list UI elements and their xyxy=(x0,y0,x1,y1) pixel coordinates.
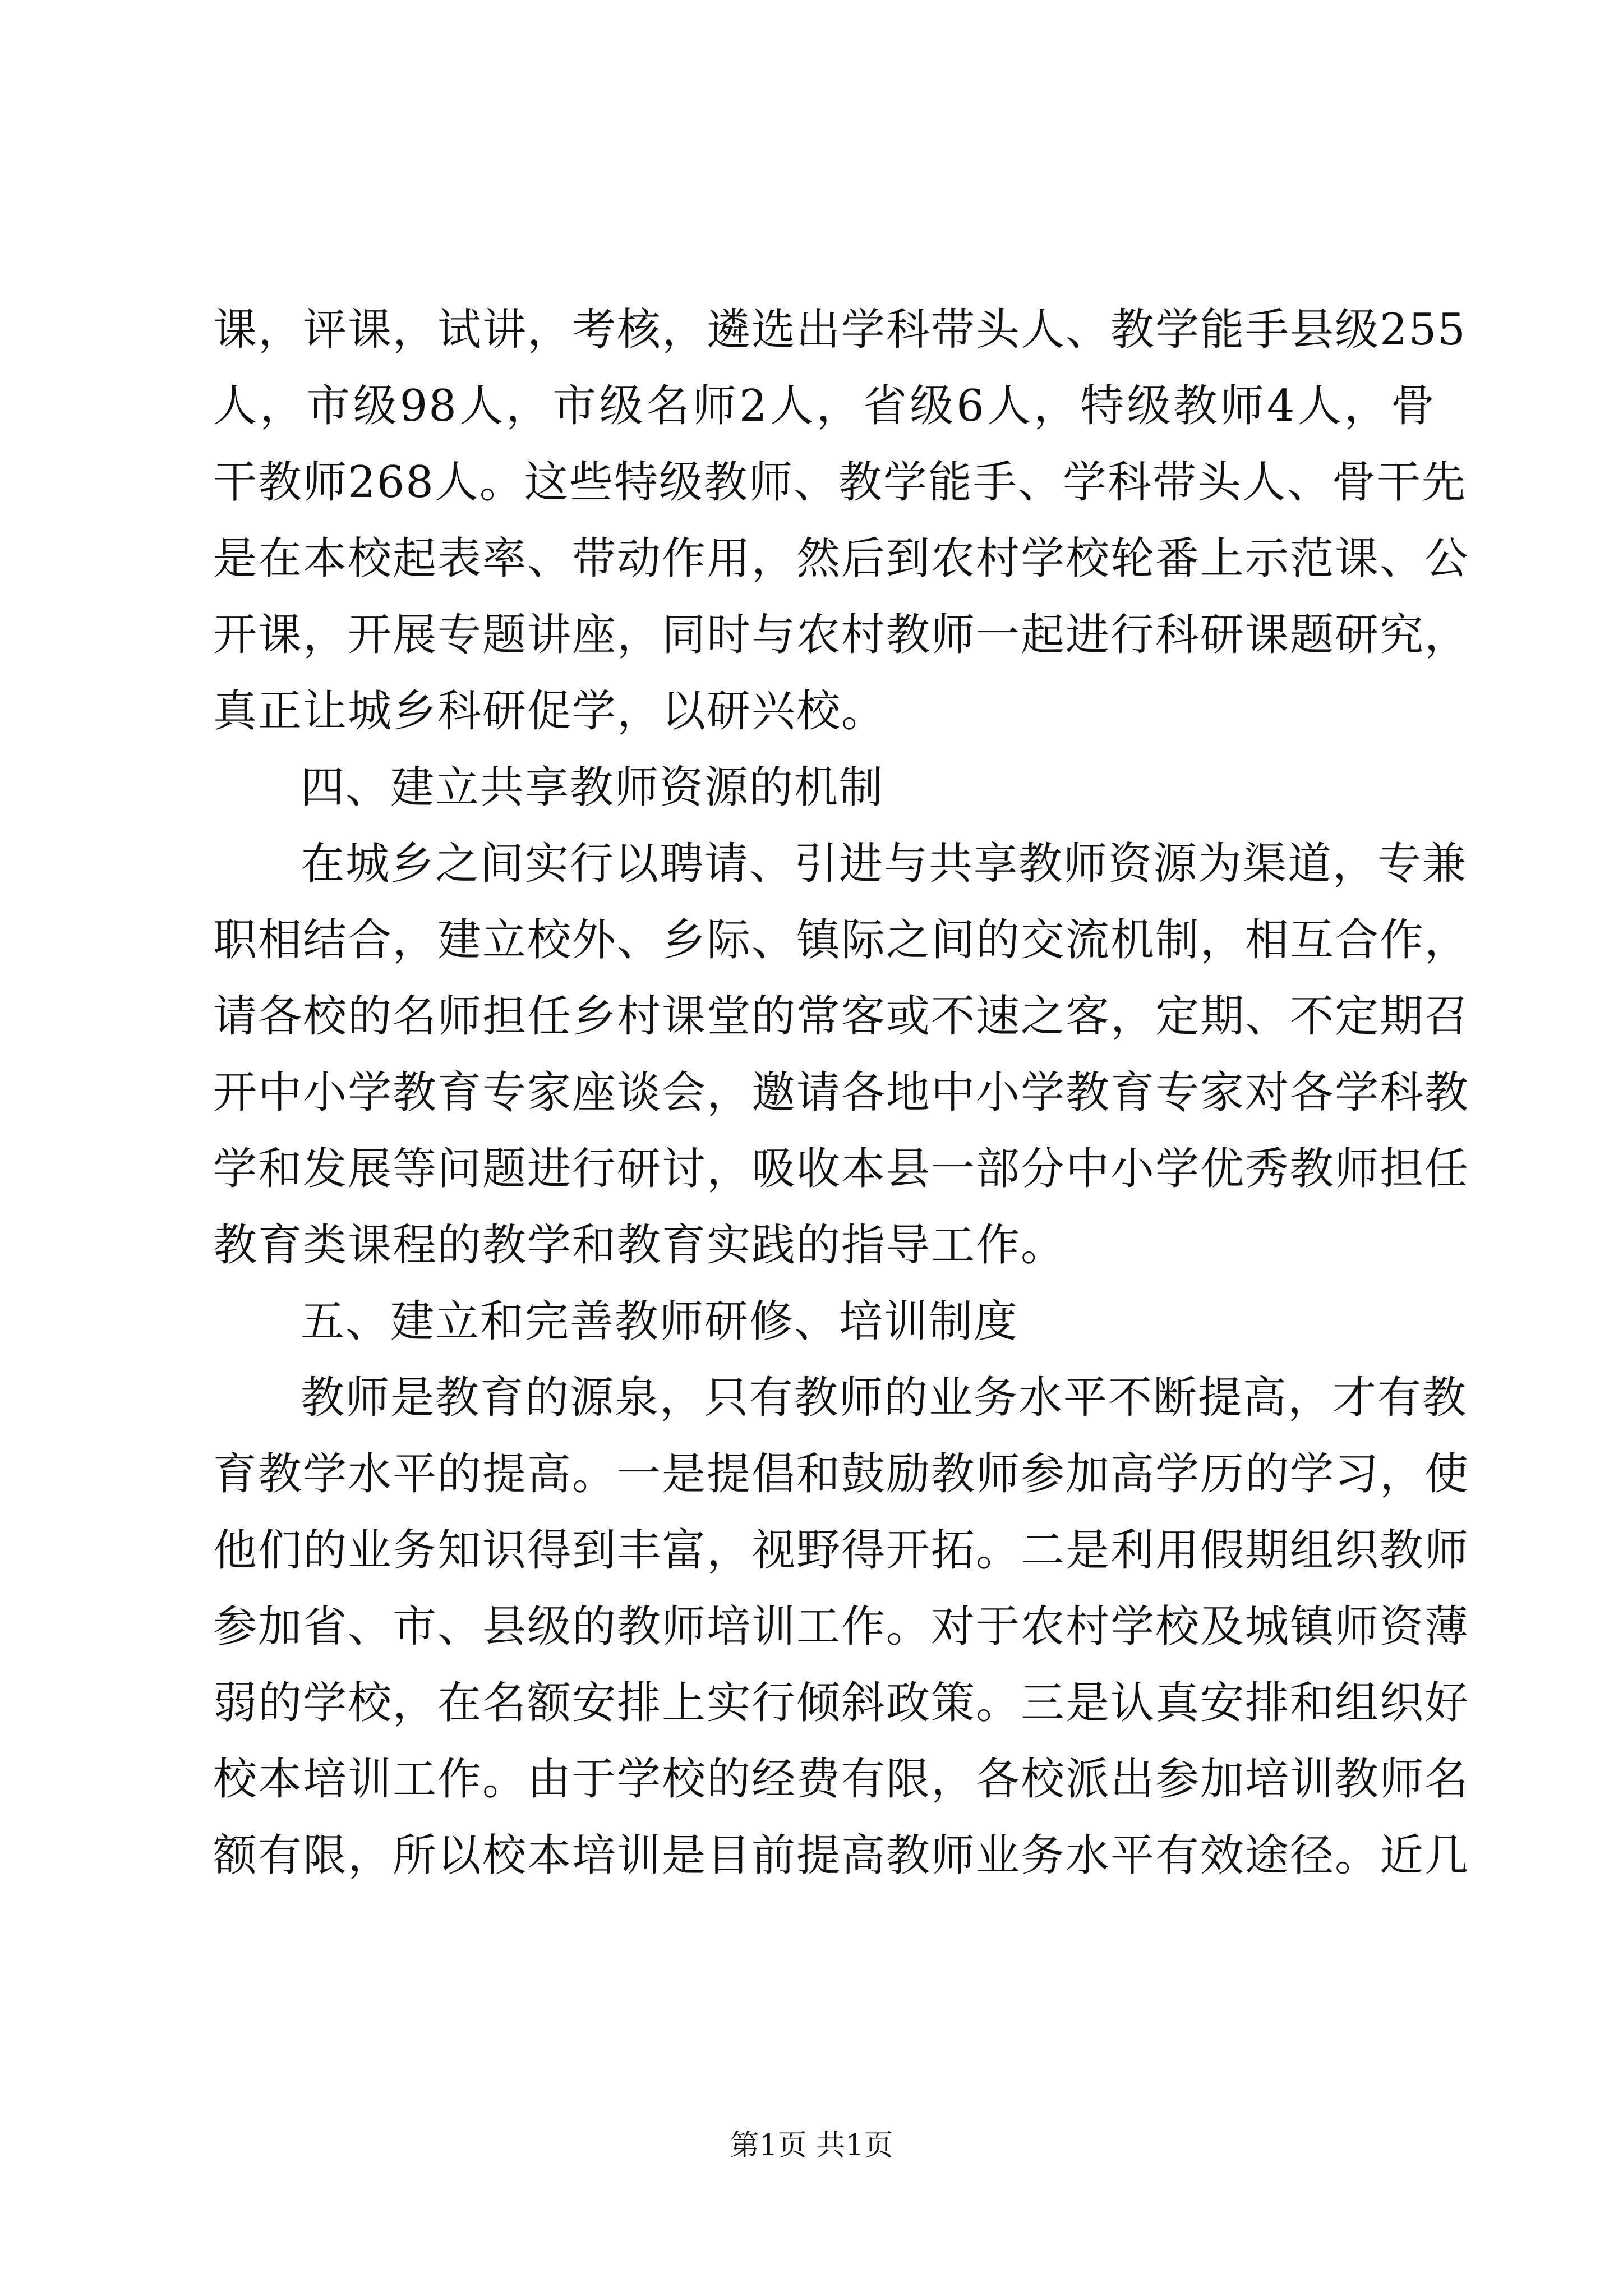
page-number-footer: 第1页 共1页 xyxy=(730,2129,893,2162)
paragraph-line: 真正让城乡科研促学，以研兴校。 xyxy=(213,686,887,737)
paragraph-line: 教师是教育的源泉，只有教师的业务水平不断提高，才有教 xyxy=(301,1373,1468,1423)
paragraph-line: 在城乡之间实行以聘请、引进与共享教师资源为渠道，专兼 xyxy=(301,839,1468,889)
paragraph-line: 人，市级98人，市级名师2人，省级6人，特级教师4人，骨 xyxy=(213,381,1436,431)
paragraph-line: 额有限，所以校本培训是目前提高教师业务水平有效途径。近几 xyxy=(213,1830,1470,1881)
paragraph-line: 学和发展等问题进行研讨，吸收本县一部分中小学优秀教师担任 xyxy=(213,1144,1470,1194)
section-heading-5: 五、建立和完善教师研修、培训制度 xyxy=(301,1296,1019,1347)
paragraph-line: 干教师268人。这些特级教师、教学能手、学科带头人、骨干先 xyxy=(213,457,1467,508)
paragraph-line: 开中小学教育专家座谈会，邀请各地中小学教育专家对各学科教 xyxy=(213,1068,1470,1118)
paragraph-line: 他们的业务知识得到丰富，视野得开拓。二是利用假期组织教师 xyxy=(213,1525,1470,1576)
paragraph-line: 参加省、市、县级的教师培训工作。对于农村学校及城镇师资薄 xyxy=(213,1602,1470,1652)
document-body xyxy=(213,292,1470,1894)
section-heading-4: 四、建立共享教师资源的机制 xyxy=(301,762,884,813)
paragraph-line: 弱的学校，在名额安排上实行倾斜政策。三是认真安排和组织好 xyxy=(213,1678,1470,1728)
paragraph-line: 是在本校起表率、带动作用，然后到农村学校轮番上示范课、公 xyxy=(213,533,1470,584)
paragraph-line: 请各校的名师担任乡村课堂的常客或不速之客，定期、不定期召 xyxy=(213,991,1470,1042)
paragraph-line: 课，评课，试讲，考核，遴选出学科带头人、教学能手县级255 xyxy=(213,305,1467,355)
paragraph-line: 校本培训工作。由于学校的经费有限，各校派出参加培训教师名 xyxy=(213,1754,1470,1805)
paragraph-line: 开课，开展专题讲座，同时与农村教师一起进行科研课题研究， xyxy=(213,610,1470,660)
paragraph-line: 育教学水平的提高。一是提倡和鼓励教师参加高学历的学习，使 xyxy=(213,1449,1470,1499)
paragraph-line: 职相结合，建立校外、乡际、镇际之间的交流机制，相互合作， xyxy=(213,915,1470,965)
paragraph-line: 教育类课程的教学和教育实践的指导工作。 xyxy=(213,1220,1066,1271)
